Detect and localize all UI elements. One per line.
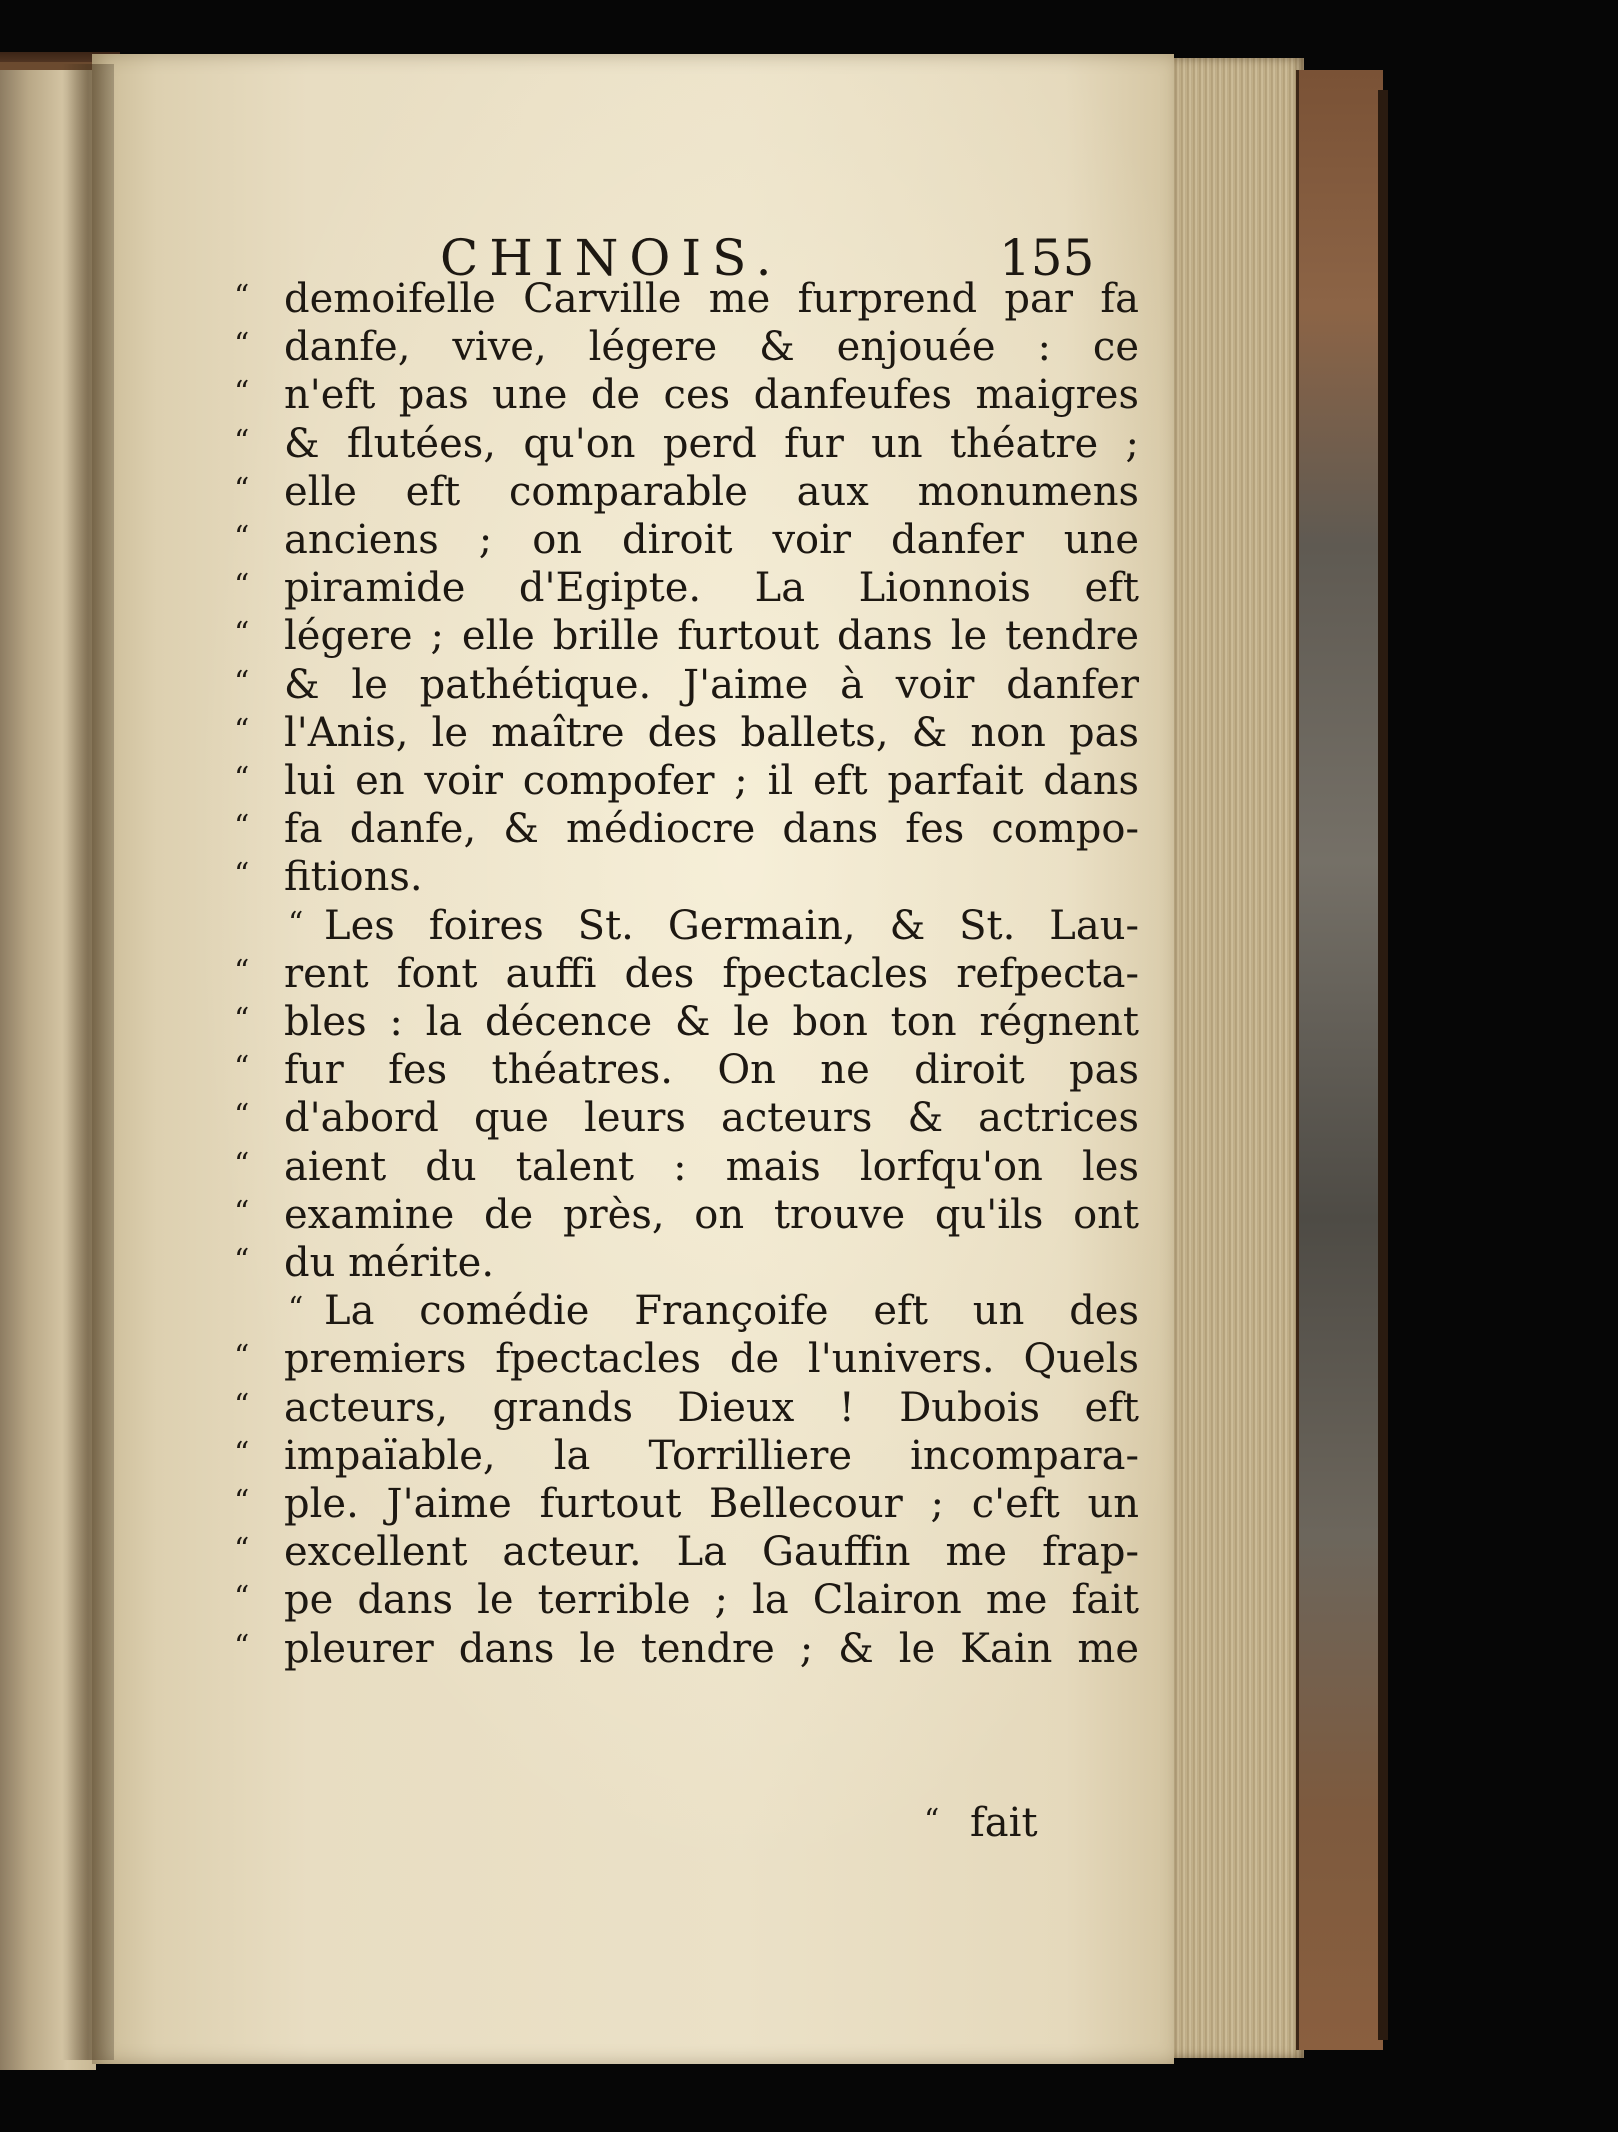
line-text: ple. J'aime furtout Bellecour ; c'eft un	[284, 1481, 1139, 1527]
quote-mark: “	[234, 809, 250, 845]
text-line	[234, 758, 1152, 806]
quote-mark: “	[234, 1435, 250, 1471]
page-number: 155	[999, 229, 1095, 287]
text-line	[234, 1047, 1152, 1095]
line-text: premiers fpectacles de l'univers. Quels	[284, 1336, 1139, 1383]
book-page	[92, 54, 1174, 2064]
text-line	[234, 854, 1152, 902]
quote-mark: “	[234, 616, 250, 652]
line-text: lui en voir compofer ; il eft parfait dans	[284, 758, 1139, 804]
text-line	[234, 276, 1152, 324]
quote-mark: “	[234, 279, 250, 314]
quote-mark: “	[234, 1002, 250, 1037]
quote-mark: “	[234, 327, 250, 363]
line-text: & le pathétique. J'aime à voir danfer	[284, 661, 1139, 708]
text-line	[234, 1626, 1152, 1674]
running-head: CHINOIS.	[440, 229, 783, 287]
text-line	[234, 1385, 1152, 1433]
quote-mark: “	[234, 664, 250, 700]
quote-mark: “	[234, 1387, 250, 1423]
text-line	[234, 999, 1152, 1047]
quote-mark: “	[234, 1050, 250, 1086]
quote-mark: “	[234, 1146, 250, 1182]
text-line	[234, 1192, 1152, 1240]
quote-mark: “	[234, 1339, 250, 1375]
text-line	[234, 469, 1152, 517]
text-line	[234, 662, 1152, 710]
text-line	[234, 1529, 1152, 1577]
text-line	[288, 903, 1152, 951]
line-text: fa danfe, & médiocre dans fes compo-	[284, 806, 1139, 853]
text-line	[234, 951, 1152, 999]
line-text: fitions.	[284, 854, 423, 901]
line-text: légere ; elle brille furtout dans le tendre	[284, 613, 1139, 660]
line-text: La comédie Françoife eft un des	[324, 1288, 1139, 1335]
text-line	[234, 1336, 1152, 1384]
gutter-shadow	[62, 64, 114, 2060]
line-text: danfe, vive, légere & enjouée : ce	[284, 324, 1139, 371]
quote-mark: “	[288, 1291, 304, 1327]
quote-mark: “	[234, 761, 250, 796]
text-line	[234, 421, 1152, 469]
catchword	[924, 1800, 1038, 1846]
text-line	[234, 710, 1152, 758]
page-text-block	[92, 54, 1174, 2064]
quote-mark: “	[234, 857, 250, 893]
line-text: d'abord que leurs acteurs & actrices	[284, 1095, 1139, 1142]
line-text: demoifelle Carville me furprend par fa	[284, 276, 1139, 322]
line-text: fur fes théatres. On ne diroit pas	[284, 1047, 1139, 1094]
text-line	[234, 324, 1152, 372]
cover-edge-shadow	[1378, 90, 1388, 2040]
line-text: piramide d'Egipte. La Lionnois eft	[284, 565, 1139, 612]
quote-mark: “	[234, 1580, 250, 1616]
line-text: du mérite.	[284, 1240, 495, 1286]
quote-mark: “	[924, 1803, 940, 1838]
quote-mark: “	[234, 1628, 250, 1664]
line-text: pleurer dans le tendre ; & le Kain me	[284, 1625, 1139, 1672]
quote-mark: “	[234, 375, 250, 411]
quote-mark: “	[234, 1532, 250, 1568]
text-line	[234, 565, 1152, 613]
line-text: anciens ; on diroit voir danfer une	[284, 517, 1139, 563]
line-text: acteurs, grands Dieux ! Dubois eft	[284, 1384, 1139, 1431]
text-line	[234, 806, 1152, 854]
line-text: bles : la décence & le bon ton régnent	[284, 999, 1139, 1045]
text-line	[234, 1577, 1152, 1625]
text-line	[234, 517, 1152, 565]
quote-mark: “	[234, 712, 250, 748]
quote-mark: “	[288, 905, 304, 941]
quote-mark: “	[234, 520, 250, 555]
line-text: elle eft comparable aux monumens	[284, 468, 1139, 515]
text-line	[288, 1288, 1152, 1336]
page-block-edges	[1174, 58, 1304, 2058]
quote-mark: “	[234, 1098, 250, 1134]
line-text: examine de près, on trouve qu'ils ont	[284, 1191, 1139, 1238]
quote-mark: “	[234, 423, 250, 459]
text-line	[234, 372, 1152, 420]
quote-mark: “	[234, 1194, 250, 1230]
text-line	[234, 1481, 1152, 1529]
quote-mark: “	[234, 471, 250, 507]
text-line	[234, 613, 1152, 661]
text-line	[234, 1144, 1152, 1192]
line-text: l'Anis, le maître des ballets, & non pas	[284, 709, 1139, 756]
text-line	[234, 1095, 1152, 1143]
line-text: rent font auffi des fpectacles refpecta-	[284, 950, 1139, 997]
book-cover-board	[1296, 70, 1383, 2050]
quote-mark: “	[234, 953, 250, 989]
line-text: Les foires St. Germain, & St. Lau-	[324, 902, 1139, 949]
text-line	[234, 1433, 1152, 1481]
quote-mark: “	[234, 568, 250, 604]
line-text: n'eft pas une de ces danfeufes maigres	[284, 372, 1139, 419]
quote-mark: “	[234, 1484, 250, 1519]
catchword-text: fait	[970, 1800, 1038, 1846]
line-text: & flutées, qu'on perd fur un théatre ;	[284, 420, 1139, 467]
text-line	[234, 1240, 1152, 1288]
line-text: aient du talent : mais lorfqu'on les	[284, 1143, 1139, 1190]
line-text: impaïable, la Torrilliere incompara-	[284, 1432, 1139, 1479]
line-text: excellent acteur. La Gauffin me frap-	[284, 1529, 1139, 1576]
line-text: pe dans le terrible ; la Clairon me fait	[284, 1577, 1139, 1624]
quote-mark: “	[234, 1243, 250, 1278]
